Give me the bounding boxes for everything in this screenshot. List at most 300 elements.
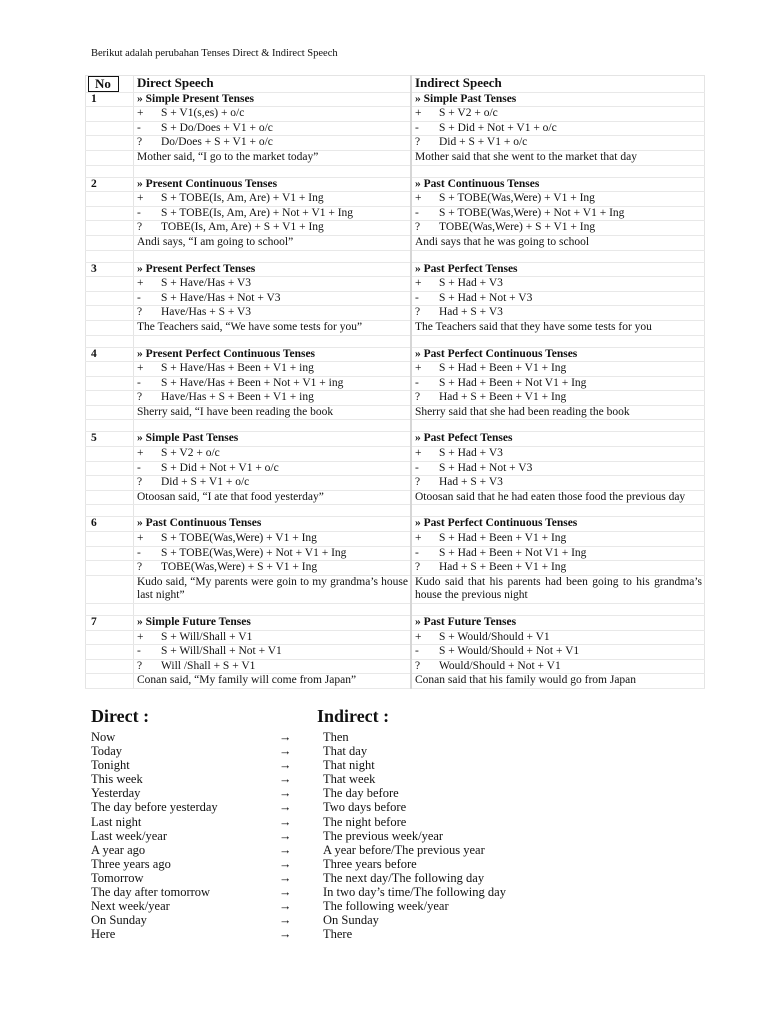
- arrow-icon: →: [279, 842, 292, 857]
- formula-row: [86, 561, 705, 576]
- spacer-cell: [411, 250, 705, 262]
- number-cell-empty: [86, 107, 134, 122]
- group-spacer: [86, 420, 705, 432]
- spacer-cell: [411, 505, 705, 517]
- direct-formula: [134, 447, 412, 462]
- formula-sign: +: [137, 107, 144, 120]
- arrow-icon: →: [279, 744, 292, 759]
- formula-text: S + Have/Has + Not + V3: [161, 291, 281, 304]
- spacer-cell: [86, 420, 134, 432]
- time-expression-row: [91, 786, 611, 800]
- intro-text: Berikut adalah perubahan Tenses Direct & Indirect Speech: [91, 48, 338, 59]
- direct-expression: Last night: [91, 814, 142, 829]
- number-cell-empty: [86, 461, 134, 476]
- group-spacer: [86, 505, 705, 517]
- direct-formula: [134, 136, 412, 151]
- formula-sign: +: [415, 630, 422, 643]
- direct-expression: Three years ago: [91, 856, 171, 871]
- indirect-formula: [411, 192, 705, 207]
- number-cell-empty: [86, 235, 134, 250]
- direct-formula: [134, 121, 412, 136]
- spacer-cell: [86, 165, 134, 177]
- time-expression-row: [91, 829, 611, 843]
- direct-formula: [134, 645, 412, 660]
- number-cell-empty: [86, 405, 134, 420]
- direct-formula: [134, 376, 412, 391]
- group-spacer: [86, 335, 705, 347]
- number-cell-empty: [86, 645, 134, 660]
- indirect-formula: [411, 206, 705, 221]
- indirect-expression: On Sunday: [323, 913, 379, 928]
- indirect-expression: That week: [323, 772, 376, 787]
- indirect-expression: The night before: [323, 814, 407, 829]
- indirect-example: Andi says that he was going to school: [411, 235, 705, 250]
- indirect-example: The Teachers said that they have some tests for you: [411, 320, 705, 335]
- indirect-tense-title: » Past Pefect Tenses: [411, 432, 705, 447]
- formula-row: [86, 306, 705, 321]
- formula-sign: +: [415, 107, 422, 120]
- direct-example: Kudo said, “My parents were goin to my grandma’s house last night”: [134, 575, 412, 603]
- formula-sign: +: [415, 362, 422, 375]
- formula-sign: -: [415, 645, 419, 658]
- formula-row: [86, 645, 705, 660]
- formula-row: [86, 447, 705, 462]
- number-cell-empty: [86, 561, 134, 576]
- formula-sign: -: [137, 206, 141, 219]
- example-row: [86, 150, 705, 165]
- direct-expression: Yesterday: [91, 786, 141, 801]
- tense-number: 2: [86, 177, 134, 192]
- number-cell-empty: [86, 630, 134, 645]
- direct-formula: [134, 192, 412, 207]
- direct-formula: [134, 391, 412, 406]
- formula-row: [86, 461, 705, 476]
- formula-sign: +: [137, 192, 144, 205]
- arrow-icon: →: [279, 814, 292, 829]
- formula-row: [86, 659, 705, 674]
- indirect-example: Kudo said that his parents had been going to his grandma’s house the previous night: [411, 575, 705, 603]
- group-spacer: [86, 165, 705, 177]
- formula-sign: +: [137, 532, 144, 545]
- indirect-formula: [411, 630, 705, 645]
- formula-row: [86, 277, 705, 292]
- formula-text: S + Will/Shall + V1: [161, 630, 253, 643]
- tense-title-row: [86, 177, 705, 192]
- direct-tense-title: » Present Perfect Tenses: [134, 262, 412, 277]
- arrow-icon: →: [279, 772, 292, 787]
- direct-expression: Next week/year: [91, 899, 170, 914]
- example-row: [86, 575, 705, 603]
- direct-heading: Direct :: [91, 706, 150, 726]
- formula-text: S + TOBE(Was,Were) + Not + V1 + Ing: [161, 546, 347, 559]
- direct-expression: The day before yesterday: [91, 800, 218, 815]
- tense-title-row: [86, 432, 705, 447]
- tense-title-row: [86, 262, 705, 277]
- direct-formula: [134, 107, 412, 122]
- direct-formula: [134, 221, 412, 236]
- formula-text: S + Have/Has + V3: [161, 277, 252, 290]
- formula-row: [86, 532, 705, 547]
- arrow-icon: →: [279, 786, 292, 801]
- indirect-expression: Then: [323, 730, 349, 744]
- formula-row: [86, 630, 705, 645]
- time-expression-row: [91, 730, 611, 744]
- time-expressions-list: [91, 706, 611, 941]
- formula-text: TOBE(Was,Were) + S + V1 + Ing: [439, 221, 596, 234]
- group-spacer: [86, 250, 705, 262]
- direct-tense-title: » Simple Future Tenses: [134, 616, 412, 631]
- number-cell-empty: [86, 376, 134, 391]
- direct-formula: [134, 362, 412, 377]
- example-row: [86, 320, 705, 335]
- formula-sign: -: [137, 376, 141, 389]
- number-cell-empty: [86, 136, 134, 151]
- arrow-icon: →: [279, 828, 292, 843]
- formula-sign: ?: [137, 659, 143, 672]
- formula-text: S + Had + Been + V1 + Ing: [439, 362, 567, 375]
- indirect-formula: [411, 136, 705, 151]
- number-cell-empty: [86, 221, 134, 236]
- tense-number: 5: [86, 432, 134, 447]
- header-no: [86, 76, 134, 93]
- direct-tense-title: » Simple Present Tenses: [134, 92, 412, 107]
- formula-row: [86, 136, 705, 151]
- formula-row: [86, 221, 705, 236]
- spacer-cell: [86, 505, 134, 517]
- direct-formula: [134, 291, 412, 306]
- direct-formula: [134, 561, 412, 576]
- formula-text: Had + S + Been + V1 + Ing: [439, 391, 567, 404]
- time-expression-row: [91, 885, 611, 899]
- formula-text: S + Had + V3: [439, 447, 503, 460]
- indirect-tense-title: » Simple Past Tenses: [411, 92, 705, 107]
- number-cell-empty: [86, 532, 134, 547]
- formula-text: S + Would/Should + V1: [439, 630, 550, 643]
- formula-text: TOBE(Was,Were) + S + V1 + Ing: [161, 561, 318, 574]
- indirect-tense-title: » Past Perfect Continuous Tenses: [411, 347, 705, 362]
- spacer-cell: [134, 420, 412, 432]
- indirect-formula: [411, 362, 705, 377]
- formula-sign: -: [415, 291, 419, 304]
- indirect-expression: That night: [323, 758, 375, 773]
- example-row: [86, 674, 705, 689]
- spacer-cell: [411, 604, 705, 616]
- formula-text: Did + S + V1 + o/c: [161, 476, 250, 489]
- time-expression-row: [91, 871, 611, 885]
- direct-formula: [134, 306, 412, 321]
- number-cell-empty: [86, 291, 134, 306]
- formula-text: Have/Has + S + V3: [161, 306, 252, 319]
- time-expression-row: [91, 800, 611, 814]
- spacer-cell: [86, 250, 134, 262]
- indirect-heading: Indirect :: [317, 706, 390, 726]
- direct-expression: Here: [91, 927, 116, 942]
- direct-formula: [134, 546, 412, 561]
- header-direct: Direct Speech: [134, 76, 412, 93]
- direct-tense-title: » Present Perfect Continuous Tenses: [134, 347, 412, 362]
- formula-row: [86, 362, 705, 377]
- formula-text: Have/Has + S + Been + V1 + ing: [161, 391, 314, 404]
- indirect-formula: [411, 376, 705, 391]
- example-row: [86, 490, 705, 505]
- formula-text: Had + S + Been + V1 + Ing: [439, 561, 567, 574]
- tense-number: 4: [86, 347, 134, 362]
- indirect-formula: [411, 461, 705, 476]
- number-cell-empty: [86, 659, 134, 674]
- direct-tense-title: » Past Continuous Tenses: [134, 517, 412, 532]
- formula-row: [86, 107, 705, 122]
- time-expression-row: [91, 913, 611, 927]
- formula-sign: -: [415, 376, 419, 389]
- number-cell-empty: [86, 674, 134, 689]
- time-expression-row: [91, 758, 611, 772]
- formula-sign: ?: [137, 221, 143, 234]
- number-cell-empty: [86, 391, 134, 406]
- spacer-cell: [411, 335, 705, 347]
- direct-formula: [134, 476, 412, 491]
- direct-formula: [134, 277, 412, 292]
- direct-example: Andi says, “I am going to school”: [134, 235, 412, 250]
- tense-title-row: [86, 92, 705, 107]
- formula-sign: ?: [415, 391, 421, 404]
- direct-expression: Now: [91, 730, 116, 744]
- number-cell-empty: [86, 546, 134, 561]
- time-expression-row: [91, 843, 611, 857]
- tense-title-row: [86, 347, 705, 362]
- indirect-expression: There: [323, 927, 353, 942]
- arrow-icon: →: [279, 758, 292, 773]
- example-row: [86, 235, 705, 250]
- tense-title-row: [86, 616, 705, 631]
- indirect-example: Conan said that his family would go from Japan: [411, 674, 705, 689]
- direct-expression: Today: [91, 744, 123, 759]
- spacer-cell: [411, 165, 705, 177]
- indirect-expression: In two day’s time/The following day: [323, 885, 506, 900]
- number-cell-empty: [86, 362, 134, 377]
- formula-text: Did + S + V1 + o/c: [439, 136, 528, 149]
- indirect-expression: The following week/year: [323, 899, 449, 914]
- direct-formula: [134, 659, 412, 674]
- formula-text: S + Had + Been + Not V1 + Ing: [439, 376, 587, 389]
- direct-expression: Tomorrow: [91, 870, 144, 885]
- indirect-formula: [411, 447, 705, 462]
- indirect-formula: [411, 532, 705, 547]
- formula-sign: -: [415, 121, 419, 134]
- number-cell-empty: [86, 490, 134, 505]
- direct-example: Otoosan said, “I ate that food yesterday”: [134, 490, 412, 505]
- formula-text: S + Had + Been + Not V1 + Ing: [439, 546, 587, 559]
- indirect-tense-title: » Past Future Tenses: [411, 616, 705, 631]
- indirect-expression: Three years before: [323, 856, 417, 871]
- formula-row: [86, 391, 705, 406]
- indirect-tense-title: » Past Perfect Tenses: [411, 262, 705, 277]
- spacer-cell: [411, 420, 705, 432]
- indirect-formula: [411, 306, 705, 321]
- formula-row: [86, 376, 705, 391]
- formula-row: [86, 192, 705, 207]
- formula-sign: -: [137, 291, 141, 304]
- indirect-formula: [411, 107, 705, 122]
- spacer-cell: [134, 604, 412, 616]
- formula-sign: +: [415, 277, 422, 290]
- indirect-expression: Two days before: [323, 800, 407, 815]
- indirect-expression: The day before: [323, 786, 399, 801]
- indirect-example: Otoosan said that he had eaten those food the previous day: [411, 490, 705, 505]
- indirect-expression: That day: [323, 744, 368, 759]
- formula-text: S + V2 + o/c: [161, 447, 220, 460]
- arrow-icon: →: [279, 800, 292, 815]
- indirect-formula: [411, 121, 705, 136]
- indirect-formula: [411, 645, 705, 660]
- tense-number: 7: [86, 616, 134, 631]
- time-expression-row: [91, 857, 611, 871]
- time-expression-row: [91, 927, 611, 941]
- formula-text: S + TOBE(Was,Were) + Not + V1 + Ing: [439, 206, 625, 219]
- formula-sign: ?: [415, 221, 421, 234]
- direct-formula: [134, 630, 412, 645]
- formula-text: S + V1(s,es) + o/c: [161, 107, 245, 120]
- spacer-cell: [134, 165, 412, 177]
- formula-sign: +: [415, 192, 422, 205]
- direct-tense-title: » Simple Past Tenses: [134, 432, 412, 447]
- formula-text: S + Had + Been + V1 + Ing: [439, 532, 567, 545]
- number-cell-empty: [86, 447, 134, 462]
- formula-sign: +: [137, 447, 144, 460]
- indirect-formula: [411, 391, 705, 406]
- formula-sign: ?: [137, 136, 143, 149]
- number-cell-empty: [86, 121, 134, 136]
- indirect-expression: The previous week/year: [323, 828, 444, 843]
- direct-tense-title: » Present Continuous Tenses: [134, 177, 412, 192]
- formula-text: S + TOBE(Was,Were) + V1 + Ing: [439, 192, 595, 205]
- number-cell-empty: [86, 575, 134, 603]
- formula-sign: +: [415, 447, 422, 460]
- indirect-formula: [411, 659, 705, 674]
- indirect-formula: [411, 476, 705, 491]
- formula-text: Will /Shall + S + V1: [161, 659, 256, 672]
- arrow-icon: →: [279, 730, 292, 744]
- formula-row: [86, 546, 705, 561]
- formula-text: TOBE(Is, Am, Are) + S + V1 + Ing: [161, 221, 324, 234]
- formula-sign: ?: [415, 306, 421, 319]
- direct-example: The Teachers said, “We have some tests for you”: [134, 320, 412, 335]
- spacer-cell: [86, 335, 134, 347]
- formula-sign: -: [137, 546, 141, 559]
- arrow-icon: →: [279, 927, 292, 942]
- formula-row: [86, 291, 705, 306]
- indirect-tense-title: » Past Continuous Tenses: [411, 177, 705, 192]
- formula-sign: +: [137, 630, 144, 643]
- formula-text: Do/Does + S + V1 + o/c: [161, 136, 273, 149]
- formula-sign: ?: [415, 659, 421, 672]
- formula-text: Would/Should + Not + V1: [439, 659, 561, 672]
- formula-sign: -: [415, 546, 419, 559]
- direct-example: Mother said, “I go to the market today”: [134, 150, 412, 165]
- formula-sign: -: [137, 645, 141, 658]
- time-expression-row: [91, 744, 611, 758]
- number-cell-empty: [86, 277, 134, 292]
- formula-sign: ?: [137, 391, 143, 404]
- formula-text: S + Do/Does + V1 + o/c: [161, 121, 273, 134]
- formula-sign: ?: [137, 476, 143, 489]
- header-indirect: Indirect Speech: [411, 76, 705, 93]
- direct-expression: On Sunday: [91, 913, 147, 928]
- number-cell-empty: [86, 306, 134, 321]
- arrow-icon: →: [279, 913, 292, 928]
- indirect-example: Mother said that she went to the market that day: [411, 150, 705, 165]
- number-cell-empty: [86, 150, 134, 165]
- formula-sign: -: [137, 121, 141, 134]
- formula-text: S + Did + Not + V1 + o/c: [161, 461, 279, 474]
- formula-text: Had + S + V3: [439, 476, 503, 489]
- tenses-table: [85, 75, 705, 689]
- arrow-icon: →: [279, 899, 292, 914]
- tense-number: 6: [86, 517, 134, 532]
- formula-sign: +: [137, 277, 144, 290]
- arrow-icon: →: [279, 856, 292, 871]
- direct-example: Sherry said, “I have been reading the book: [134, 405, 412, 420]
- tense-number: 3: [86, 262, 134, 277]
- indirect-formula: [411, 277, 705, 292]
- indirect-formula: [411, 561, 705, 576]
- arrow-icon: →: [279, 885, 292, 900]
- formula-row: [86, 206, 705, 221]
- time-expression-row: [91, 899, 611, 913]
- formula-text: S + Had + V3: [439, 277, 503, 290]
- number-cell-empty: [86, 206, 134, 221]
- direct-expression: The day after tomorrow: [91, 885, 211, 900]
- formula-sign: -: [415, 461, 419, 474]
- spacer-cell: [134, 335, 412, 347]
- indirect-formula: [411, 546, 705, 561]
- direct-expression: Last week/year: [91, 828, 168, 843]
- formula-text: S + TOBE(Is, Am, Are) + Not + V1 + Ing: [161, 206, 354, 219]
- formula-text: S + V2 + o/c: [439, 107, 498, 120]
- formula-sign: +: [415, 532, 422, 545]
- formula-text: S + Have/Has + Been + Not + V1 + ing: [161, 376, 344, 389]
- number-cell-empty: [86, 192, 134, 207]
- formula-text: S + Have/Has + Been + V1 + ing: [161, 362, 314, 375]
- formula-row: [86, 476, 705, 491]
- formula-sign: ?: [415, 476, 421, 489]
- spacer-cell: [134, 505, 412, 517]
- formula-text: S + Will/Shall + Not + V1: [161, 645, 282, 658]
- spacer-cell: [86, 604, 134, 616]
- formula-sign: ?: [137, 306, 143, 319]
- example-row: [86, 405, 705, 420]
- formula-sign: -: [137, 461, 141, 474]
- direct-expression: This week: [91, 772, 143, 787]
- number-cell-empty: [86, 476, 134, 491]
- indirect-tense-title: » Past Perfect Continuous Tenses: [411, 517, 705, 532]
- formula-sign: ?: [415, 561, 421, 574]
- formula-text: Had + S + V3: [439, 306, 503, 319]
- indirect-expression: A year before/The previous year: [323, 842, 485, 857]
- time-expression-row: [91, 815, 611, 829]
- tense-title-row: [86, 517, 705, 532]
- indirect-formula: [411, 221, 705, 236]
- header-no-label: No: [88, 76, 119, 92]
- direct-formula: [134, 461, 412, 476]
- time-expression-row: [91, 772, 611, 786]
- direct-expression: A year ago: [91, 842, 146, 857]
- formula-text: S + Would/Should + Not + V1: [439, 645, 580, 658]
- indirect-example: Sherry said that she had been reading the book: [411, 405, 705, 420]
- direct-formula: [134, 206, 412, 221]
- formula-text: S + Had + Not + V3: [439, 291, 533, 304]
- indirect-formula: [411, 291, 705, 306]
- direct-formula: [134, 532, 412, 547]
